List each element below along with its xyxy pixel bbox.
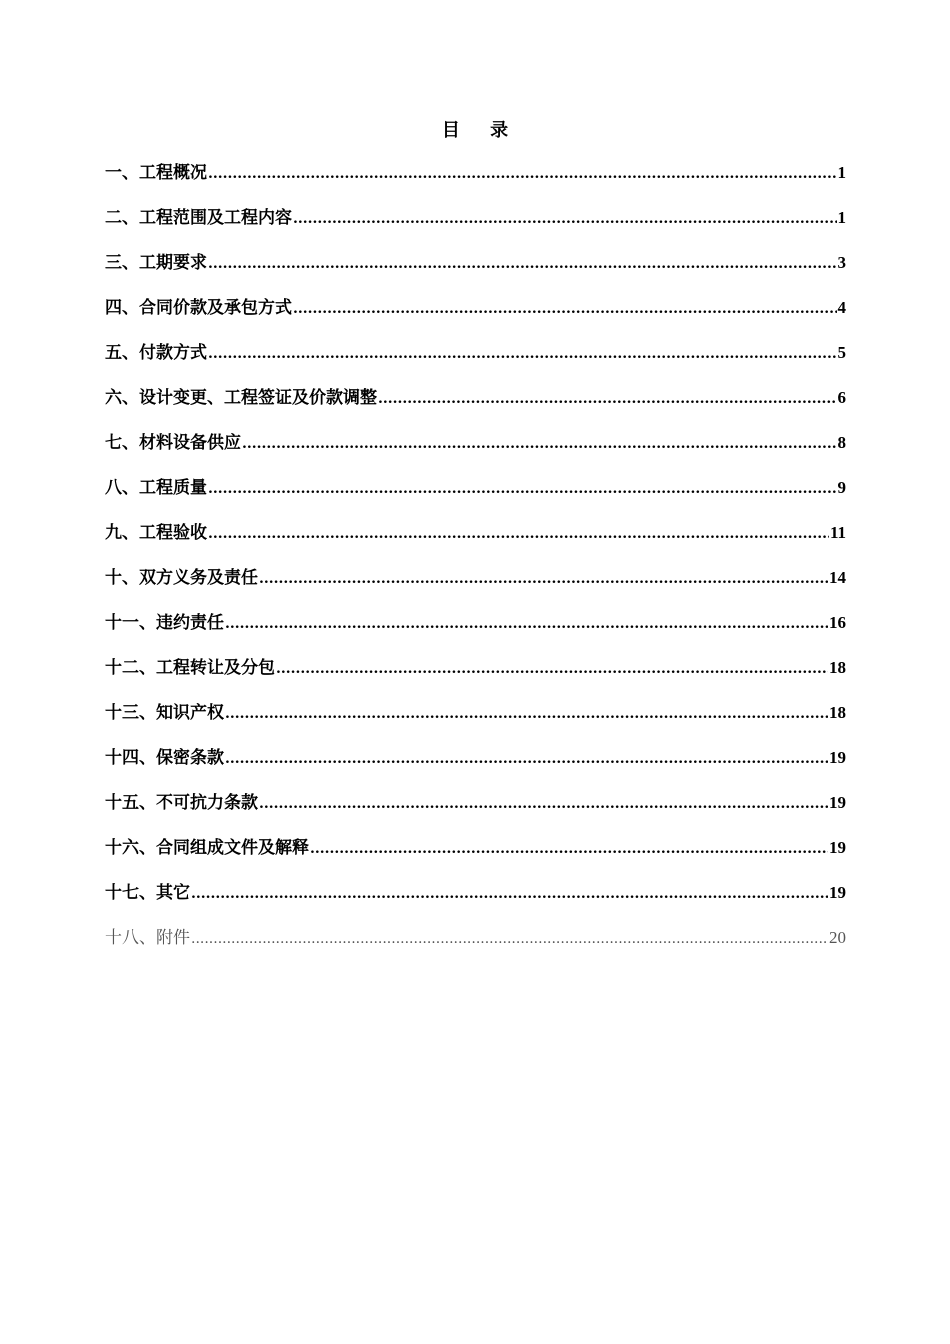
toc-entry-page: 9 (837, 478, 846, 497)
toc-entry-label: 八、工程质量 (105, 478, 207, 498)
toc-dot-leader (225, 701, 828, 727)
toc-entry-page: 5 (837, 343, 846, 362)
toc-entry[interactable] (105, 835, 846, 880)
toc-entry-page: 14 (829, 568, 846, 587)
toc-dot-leader (191, 881, 828, 907)
toc-dot-leader (225, 611, 828, 637)
toc-entry[interactable] (105, 160, 846, 205)
toc-entry-label: 十三、知识产权 (105, 703, 224, 723)
toc-dot-leader (208, 251, 837, 277)
toc-entry-page: 20 (829, 928, 846, 947)
toc-dot-leader (208, 521, 829, 547)
toc-entry[interactable] (105, 745, 846, 790)
toc-dot-leader (191, 926, 828, 952)
toc-entry-label: 九、工程验收 (105, 523, 207, 543)
toc-list (105, 160, 846, 970)
toc-dot-leader (276, 656, 828, 682)
toc-entry-page: 19 (829, 748, 846, 767)
toc-dot-leader (208, 476, 837, 502)
toc-entry-page: 8 (837, 433, 846, 452)
toc-entry[interactable] (105, 565, 846, 610)
toc-entry-label: 十二、工程转让及分包 (105, 658, 275, 678)
toc-entry[interactable] (105, 880, 846, 925)
toc-entry[interactable] (105, 610, 846, 655)
toc-entry[interactable] (105, 655, 846, 700)
toc-entry[interactable] (105, 520, 846, 565)
toc-dot-leader (208, 161, 837, 187)
toc-entry-page: 19 (829, 883, 846, 902)
toc-entry-page: 18 (829, 703, 846, 722)
toc-entry-page: 4 (837, 298, 846, 317)
toc-entry[interactable] (105, 475, 846, 520)
toc-entry-label: 十、双方义务及责任 (105, 568, 258, 588)
toc-entry-label: 十六、合同组成文件及解释 (105, 838, 309, 858)
toc-dot-leader (259, 791, 828, 817)
toc-entry[interactable] (105, 340, 846, 385)
toc-title: 目 录 (441, 120, 521, 141)
toc-dot-leader (310, 836, 828, 862)
toc-dot-leader (242, 431, 837, 457)
toc-entry[interactable] (105, 385, 846, 430)
toc-entry-label: 二、工程范围及工程内容 (105, 208, 292, 228)
toc-entry[interactable] (105, 925, 846, 970)
toc-entry-label: 一、工程概况 (105, 163, 207, 183)
toc-entry-page: 1 (837, 163, 846, 182)
toc-dot-leader (378, 386, 837, 412)
toc-entry[interactable] (105, 700, 846, 745)
toc-entry-page: 19 (829, 838, 846, 857)
toc-entry-label: 十八、附件 (105, 928, 190, 948)
toc-entry-page: 11 (829, 523, 846, 542)
toc-entry-page: 6 (837, 388, 846, 407)
toc-dot-leader (293, 206, 837, 232)
toc-dot-leader (208, 341, 837, 367)
toc-entry-label: 三、工期要求 (105, 253, 207, 273)
toc-entry[interactable] (105, 430, 846, 475)
toc-entry[interactable] (105, 205, 846, 250)
toc-entry-label: 十七、其它 (105, 883, 190, 903)
toc-dot-leader (259, 566, 828, 592)
toc-entry-label: 五、付款方式 (105, 343, 207, 363)
toc-entry-page: 19 (829, 793, 846, 812)
toc-dot-leader (293, 296, 837, 322)
toc-dot-leader (225, 746, 828, 772)
toc-entry-page: 3 (837, 253, 846, 272)
toc-entry-label: 七、材料设备供应 (105, 433, 241, 453)
toc-entry-label: 四、合同价款及承包方式 (105, 298, 292, 318)
toc-entry-label: 六、设计变更、工程签证及价款调整 (105, 388, 377, 408)
toc-entry-page: 16 (829, 613, 846, 632)
toc-entry[interactable] (105, 790, 846, 835)
toc-entry-label: 十一、违约责任 (105, 613, 224, 633)
toc-entry[interactable] (105, 295, 846, 340)
toc-entry-page: 18 (829, 658, 846, 677)
toc-entry-label: 十四、保密条款 (105, 748, 224, 768)
toc-entry-label: 十五、不可抗力条款 (105, 793, 258, 813)
toc-entry-page: 1 (837, 208, 846, 227)
toc-entry[interactable] (105, 250, 846, 295)
